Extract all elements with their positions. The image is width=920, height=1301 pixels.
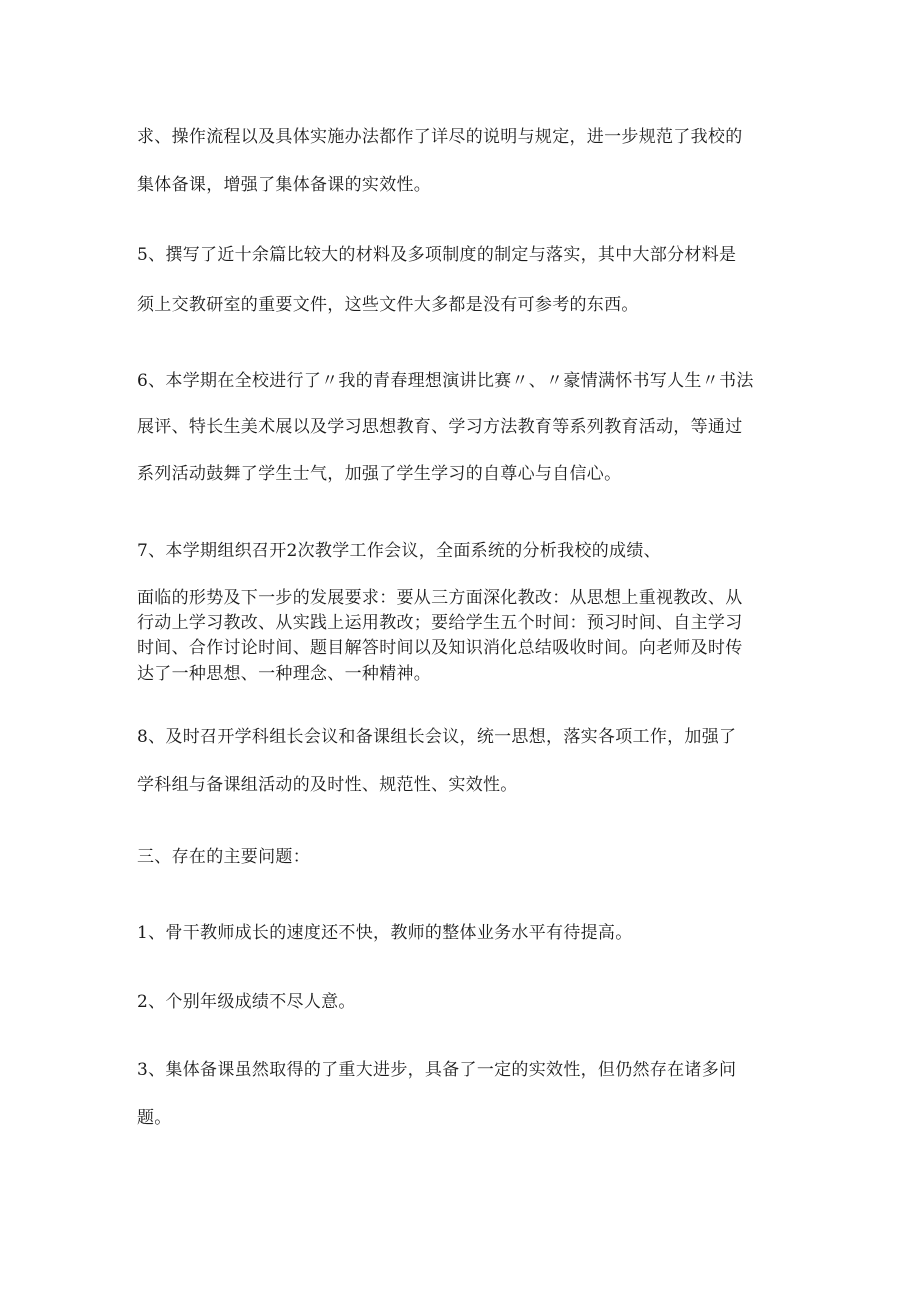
- section-heading: [137, 842, 787, 872]
- paragraph-item-7: [137, 536, 787, 566]
- text-line: 面临的形势及下一步的发展要求：要从三方面深化教改：从思想上重视教改、从: [137, 588, 743, 608]
- paragraph-item-8: [137, 722, 787, 802]
- text-line: 7、本学期组织召开2次教学工作会议，全面系统的分析我校的成绩、: [137, 541, 661, 561]
- text-line: 系列活动鼓舞了学生士气，加强了学生学习的自尊心与自信心。: [137, 464, 622, 484]
- text-line: 行动上学习教改、从实践上运用教改；要给学生五个时间：预习时间、自主学习: [137, 613, 743, 633]
- text-line: 展评、特长生美术展以及学习思想教育、学习方法教育等系列教育活动，等通过: [137, 417, 743, 437]
- paragraph-item-6: [137, 366, 787, 486]
- text-line: 达了一种思想、一种理念、一种精神。: [137, 664, 432, 684]
- text-line: 5、撰写了近十余篇比较大的材料及多项制度的制定与落实，其中大部分材料是: [137, 245, 737, 265]
- problem-item-3: [137, 1055, 787, 1135]
- text-line: 6、本学期在全校进行了〃我的青春理想演讲比赛〃、〃豪情满怀书写人生〃书法: [137, 371, 754, 391]
- text-line: 集体备课，增强了集体备课的实效性。: [137, 175, 432, 195]
- text-line: 求、操作流程以及具体实施办法都作了详尽的说明与规定，进一步规范了我校的: [137, 127, 743, 147]
- text-line: 2、个别年级成绩不尽人意。: [137, 992, 356, 1012]
- heading-text: 三、存在的主要问题：: [137, 847, 310, 867]
- paragraph-item-7-body: [137, 583, 787, 683]
- text-line: 学科组与备课组活动的及时性、规范性、实效性。: [137, 775, 518, 795]
- paragraph-item-5: [137, 240, 787, 320]
- text-line: 须上交教研室的重要文件，这些文件大多都是没有可参考的东西。: [137, 295, 639, 315]
- text-line: 题。: [137, 1108, 172, 1128]
- text-line: 3、集体备课虽然取得的了重大进步，具备了一定的实效性，但仍然存在诸多问: [137, 1060, 737, 1080]
- problem-item-2: [137, 987, 787, 1017]
- problem-item-1: [137, 918, 787, 948]
- paragraph-continued: [137, 122, 787, 202]
- text-line: 时间、合作讨论时间、题目解答时间以及知识消化总结吸收时间。向老师及时传: [137, 638, 743, 658]
- text-line: 1、骨干教师成长的速度还不快，教师的整体业务水平有待提高。: [137, 923, 633, 943]
- text-line: 8、及时召开学科组长会议和备课组长会议，统一思想，落实各项工作，加强了: [137, 727, 737, 747]
